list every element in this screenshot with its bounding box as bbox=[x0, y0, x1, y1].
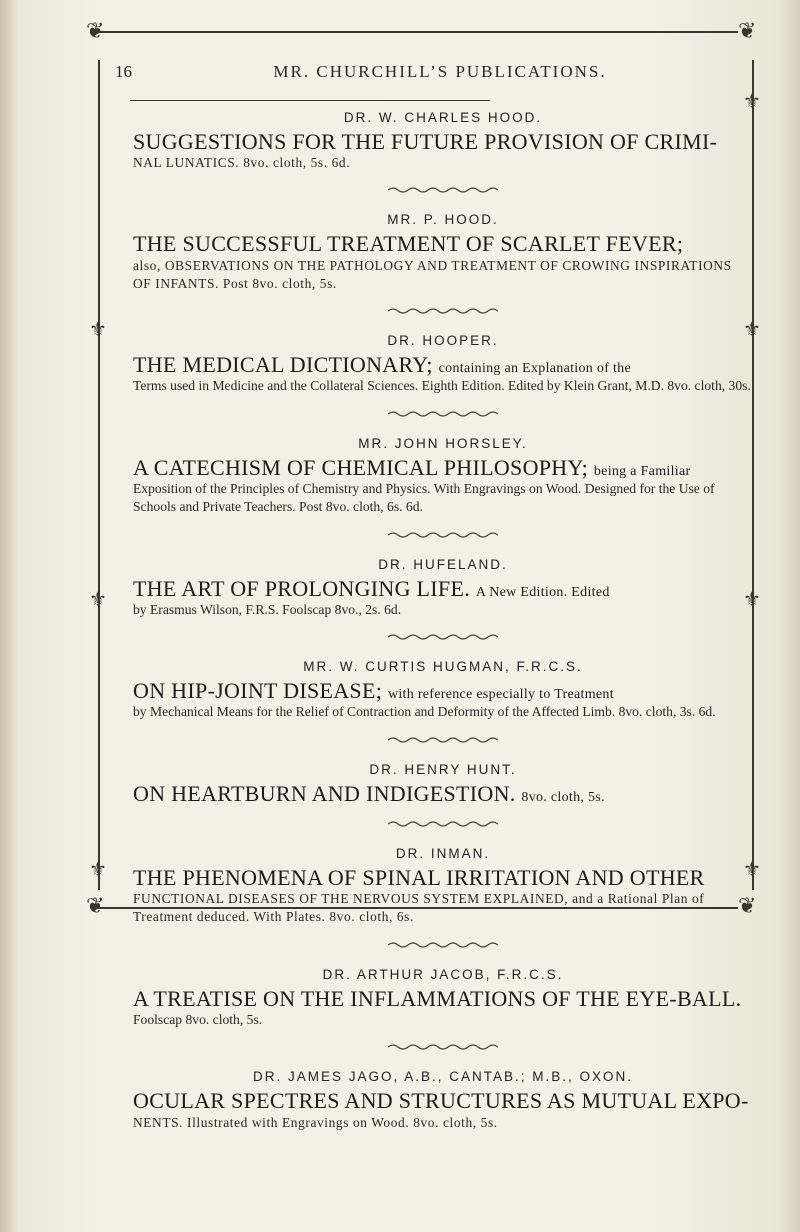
entry-details: FUNCTIONAL DISEASES OF THE NERVOUS SYSTEM EXPLAINED, and a Rational Plan of Treatment deduced. With Plates. 8vo. cloth, 6s. bbox=[133, 891, 705, 925]
list-item bbox=[133, 436, 753, 517]
entry-title-tail: containing an Explanation of the bbox=[438, 360, 631, 376]
entry-title-line bbox=[133, 678, 753, 703]
entry-author: DR. HENRY HUNT. bbox=[369, 761, 517, 777]
entry-title: THE PHENOMENA OF SPINAL IRRITATION AND OTHER bbox=[133, 865, 705, 891]
wavy-separator bbox=[388, 410, 498, 420]
side-ornament-icon: ⚜ bbox=[743, 859, 761, 881]
list-item bbox=[133, 1069, 753, 1131]
page-number: 16 bbox=[115, 62, 132, 81]
entry-title-line bbox=[133, 576, 753, 601]
corner-ornament-icon: ❦ bbox=[86, 18, 105, 43]
list-item bbox=[133, 557, 753, 620]
entry-title: ON HIP-JOINT DISEASE; bbox=[133, 678, 383, 704]
entry-title: THE ART OF PROLONGING LIFE. bbox=[133, 575, 470, 601]
list-item bbox=[133, 762, 753, 806]
entry-author: DR. W. CHARLES HOOD. bbox=[343, 110, 543, 125]
list-item bbox=[133, 967, 753, 1030]
entry-author: DR. HOOPER. bbox=[387, 332, 499, 348]
entry-title: A TREATISE ON THE INFLAMMATIONS OF THE EYE-BALL. bbox=[133, 985, 742, 1011]
entry-details: by Mechanical Means for the Relief of Contraction and Deformity of the Affected Limb. 8vo. cloth, 3s. 6d. bbox=[133, 704, 716, 720]
list-item bbox=[133, 659, 753, 722]
wavy-separator bbox=[388, 941, 498, 951]
entry-title: A CATECHISM OF CHEMICAL PHILOSOPHY; bbox=[133, 454, 589, 480]
entry-details: NAL LUNATICS. 8vo. cloth, 5s. 6d. bbox=[133, 155, 351, 171]
entry-author: MR. JOHN HORSLEY. bbox=[358, 435, 528, 451]
entry-title-tail: 8vo. cloth, 5s. bbox=[521, 789, 605, 805]
entry-details: Terms used in Medicine and the Collateral Sciences. Eighth Edition. Edited by Klein Grant, M.D. 8vo. cloth, 30s. bbox=[133, 378, 751, 394]
list-item bbox=[133, 333, 753, 396]
side-ornament-icon: ⚜ bbox=[743, 319, 761, 341]
entry-author: MR. P. HOOD. bbox=[387, 212, 499, 228]
entry-author: DR. INMAN. bbox=[395, 846, 491, 862]
corner-ornament-icon: ❦ bbox=[86, 893, 105, 918]
frame-top-rule bbox=[98, 31, 738, 33]
entry-title-tail: with reference especially to Treatment bbox=[387, 687, 614, 703]
entry-title-line bbox=[133, 352, 753, 377]
list-item bbox=[133, 212, 753, 292]
corner-ornament-icon: ❦ bbox=[738, 893, 757, 918]
entry-author: DR. JAMES JAGO, A.B., CANTAB.; M.B., OXON. bbox=[252, 1069, 634, 1085]
entry-title-tail: being a Familiar bbox=[593, 463, 691, 479]
wavy-separator bbox=[388, 531, 498, 541]
corner-ornament-icon: ❦ bbox=[738, 18, 757, 43]
header-rule bbox=[130, 100, 490, 101]
entry-title-line bbox=[133, 781, 753, 806]
entry-author: DR. ARTHUR JACOB, F.R.C.S. bbox=[322, 966, 564, 982]
side-ornament-icon: ⚜ bbox=[743, 589, 761, 611]
side-ornament-icon: ⚜ bbox=[89, 859, 107, 881]
running-title: MR. CHURCHILL’S PUBLICATIONS. bbox=[273, 62, 607, 81]
wavy-separator bbox=[388, 820, 498, 830]
publication-list bbox=[133, 110, 753, 1132]
entry-title: THE SUCCESSFUL TREATMENT OF SCARLET FEVER; bbox=[133, 231, 684, 257]
entry-title-line bbox=[133, 455, 753, 480]
page-binding-shadow bbox=[0, 0, 18, 1232]
entry-details: also, OBSERVATIONS ON THE PATHOLOGY AND TREATMENT OF CROWING INSPIRATIONS OF INFANTS. Post 8vo. cloth, 5s. bbox=[133, 257, 732, 291]
entry-details: Exposition of the Principles of Chemistry and Physics. With Engravings on Wood. Designed for the Use of Schools and Private Teachers. Post 8vo. cloth, 6s. 6d. bbox=[133, 480, 715, 515]
entry-title: THE MEDICAL DICTIONARY; bbox=[133, 351, 433, 377]
side-ornament-icon: ⚜ bbox=[89, 589, 107, 611]
list-item bbox=[133, 110, 753, 172]
entry-author: DR. HUFELAND. bbox=[378, 556, 508, 572]
entry-title: OCULAR SPECTRES AND STRUCTURES AS MUTUAL EXPO- bbox=[133, 1088, 749, 1114]
wavy-separator bbox=[388, 633, 498, 643]
side-ornament-icon: ⚜ bbox=[89, 319, 107, 341]
wavy-separator bbox=[388, 307, 498, 317]
page-header bbox=[115, 62, 735, 88]
entry-title: ON HEARTBURN AND INDIGESTION. bbox=[133, 780, 516, 806]
page-edge bbox=[778, 0, 800, 1232]
entry-details: Foolscap 8vo. cloth, 5s. bbox=[133, 1011, 263, 1027]
wavy-separator bbox=[388, 736, 498, 746]
entry-details: by Erasmus Wilson, F.R.S. Foolscap 8vo., 2s. 6d. bbox=[133, 601, 402, 617]
entry-author: MR. W. CURTIS HUGMAN, F.R.C.S. bbox=[303, 659, 583, 675]
entry-title: SUGGESTIONS FOR THE FUTURE PROVISION OF CRIMI- bbox=[133, 129, 718, 154]
list-item bbox=[133, 846, 753, 926]
side-ornament-icon: ⚜ bbox=[743, 91, 761, 113]
wavy-separator bbox=[388, 186, 498, 196]
wavy-separator bbox=[388, 1043, 498, 1053]
entry-title-tail: A New Edition. Edited bbox=[475, 584, 610, 600]
frame-left-rule bbox=[98, 60, 100, 890]
entry-details: NENTS. Illustrated with Engravings on Wood. 8vo. cloth, 5s. bbox=[133, 1114, 498, 1130]
